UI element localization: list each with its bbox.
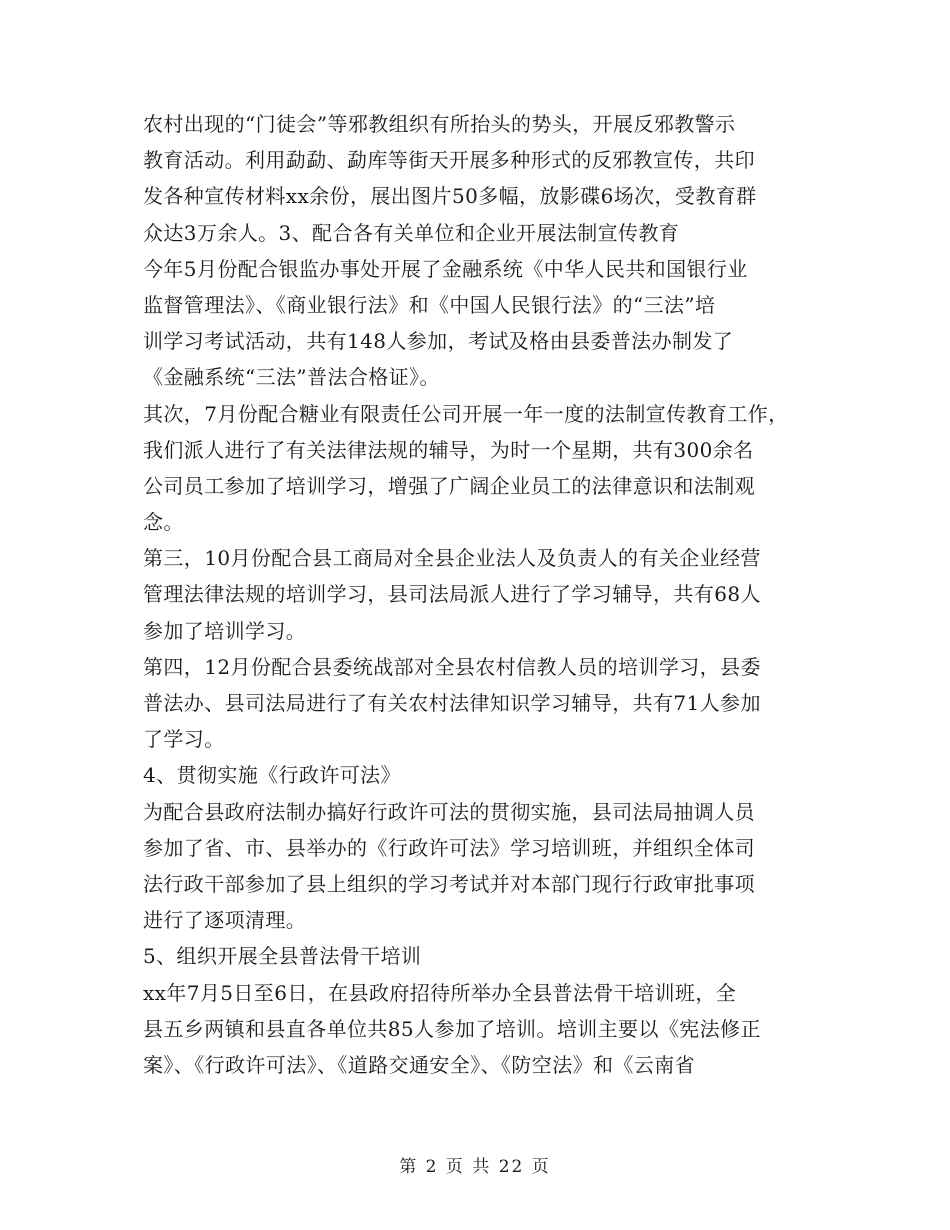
text-line: 《金融系统“三法”普法合格证》。 (143, 365, 440, 390)
text-line: 普法办、县司法局进行了有关农村法律知识学习辅导，共有71人参加 (143, 691, 761, 715)
text-line: 参加了培训学习。 (143, 618, 307, 643)
text-line: 其次，7月份配合糖业有限责任公司开展一年一度的法制宣传教育工作， (143, 401, 789, 426)
text-line: 第三，10月份配合县工商局对全县企业法人及负责人的有关企业经营 (143, 546, 761, 571)
text-line: 案》、《行政许可法》、《道路交通安全》、《防空法》和《云南省 (143, 1052, 695, 1077)
text-line: 我们派人进行了有关法律法规的辅导，为时一个星期，共有300余名 (143, 437, 754, 462)
text-line: 念。 (143, 510, 184, 535)
text-line: 教育活动。利用勐勐、勐库等街天开展多种形式的反邪教宣传，共印 (143, 148, 755, 173)
text-line: 县五乡两镇和县直各单位共85人参加了培训。培训主要以《宪法修正 (143, 1016, 761, 1041)
text-line: 今年5月份配合银监办事处开展了金融系统《中华人民共和国银行业 (143, 256, 748, 281)
document-body (143, 106, 843, 1083)
text-line: 公司员工参加了培训学习，增强了广阔企业员工的法律意识和法制观 (143, 473, 755, 498)
text-line: 农村出现的“门徒会”等邪教组织有所抬头的势头，开展反邪教警示 (143, 112, 736, 136)
section-heading: 5、组织开展全县普法骨干培训 (143, 944, 422, 969)
text-line: 众达3万余人。3、配合各有关单位和企业开展法制宣传教育 (143, 220, 680, 245)
text-line: 监督管理法》、《商业银行法》和《中国人民银行法》的“三法”培 (143, 292, 716, 317)
text-line: xx年7月5日至6日，在县政府招待所举办全县普法骨干培训班，全 (143, 980, 737, 1005)
text-line: 第四，12月份配合县委统战部对全县农村信教人员的培训学习，县委 (143, 654, 761, 679)
text-line: 发各种宣传材料xx余份，展出图片50多幅，放影碟6场次，受教育群 (143, 184, 757, 209)
text-line: 法行政干部参加了县上组织的学习考试并对本部门现行行政审批事项 (143, 871, 755, 896)
text-line: 为配合县政府法制办搞好行政许可法的贯彻实施，县司法局抽调人员 (143, 799, 755, 824)
text-line: 进行了逐项清理。 (143, 908, 307, 933)
text-line: 了学习。 (143, 727, 225, 752)
text-line: 参加了省、市、县举办的《行政许可法》学习培训班，并组织全体司 (143, 835, 755, 860)
text-line: 管理法律法规的培训学习，县司法局派人进行了学习辅导，共有68人 (143, 582, 761, 607)
section-heading: 4、贯彻实施《行政许可法》 (143, 763, 401, 788)
text-line: 训学习考试活动，共有148人参加，考试及格由县委普法办制发了 (143, 329, 734, 354)
page-number: 第 2 页 共 22 页 (399, 1157, 551, 1177)
